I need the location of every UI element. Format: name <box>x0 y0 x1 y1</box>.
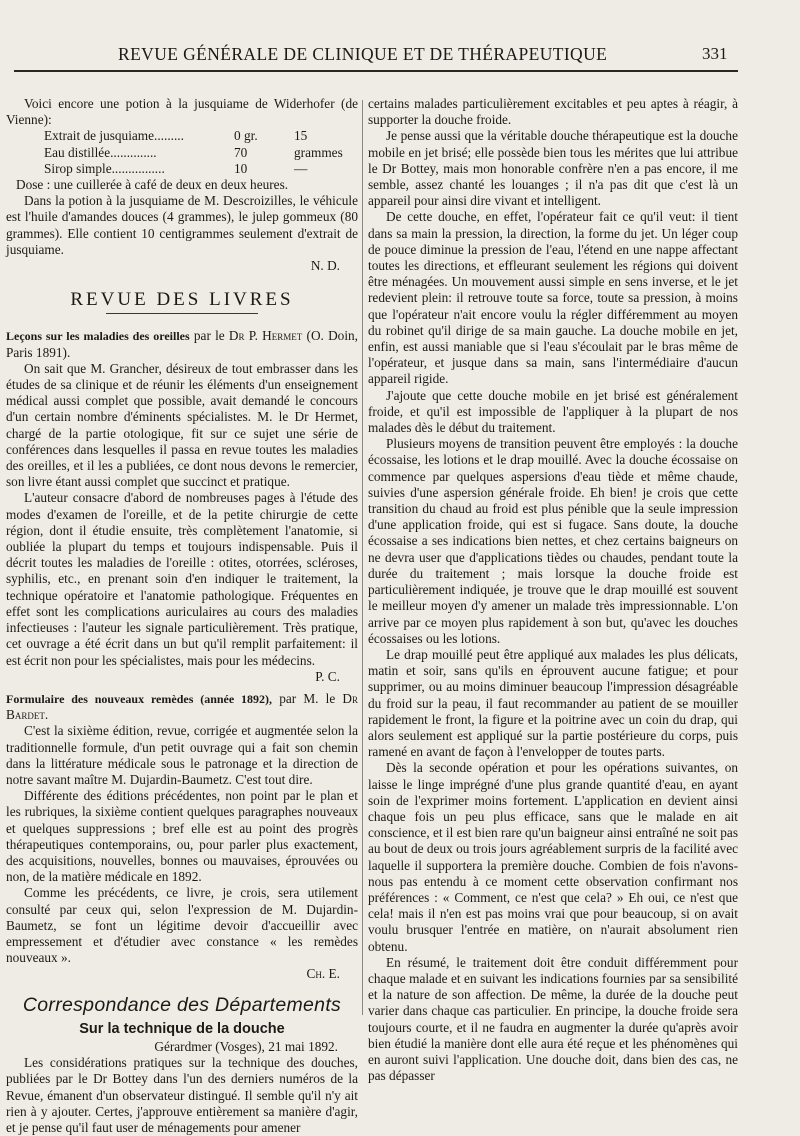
recipe-quantity: 70 <box>234 144 248 160</box>
review-signature: Ch. E. <box>306 966 340 982</box>
book-author: Dr Bardet. <box>6 690 358 723</box>
review-signature: P. C. <box>315 668 340 684</box>
recipe-ingredient: Sirop simple................ <box>44 160 165 176</box>
dose-line: Dose : une cuillerée à café de deux en deux heures. <box>16 177 289 193</box>
recipe-row <box>44 145 358 161</box>
book-review-paragraph: L'auteur consacre d'abord de nombreuses pages à l'étude des modes d'examen de l'oreille, et de la petite chirurgie de cette région, dont il étudie ensuite, très complètement l'anatomie, si oubliée la plupart du temps et toujours indispensable. Puis il décrit toutes les maladies de l'oreille : otites, otorrées, scléroses, syphilis, etc., en prenant soin d'en indiquer le traitement, la technique opératoire et l'anatomie pathologique. Fréquentes en effet sont les complications auriculaires au cours des maladies infectieuses : l'auteur les signale particulièrement. Très pratique, cet ouvrage a été écrit dans un but qu'il remplit parfaitement: il est écrit non pour les spécialistes, mais pour les médecins. <box>6 490 358 668</box>
article-dateline: Gérardmer (Vosges), 21 mai 1892. <box>154 1038 338 1054</box>
book-by: par le <box>193 328 225 344</box>
recipe-ingredient: Eau distillée.............. <box>44 144 157 160</box>
article-paragraph: Plusieurs moyens de transition peuvent être employés : la douche écossaise, les lotions et le drap mouillé. Avec la douche écossaise on commence par quelques aspersions d'eau tiède et même chaude, suivies d'une aspersion générale froide. Eh bien! je crois que cette transition du chaud au froid est plus pénible que la seule impression d'une application froide, qui est si fugace. Sans doute, la douche écossaise a ses indications bien nettes, et chez certains baigneurs on ne devra user que d'applications tièdes ou chaudes, pendant toute la durée du traitement ; mais lorsque la douche froide est particulièrement indiquée, je trouve que le drap mouillé est souvent le meilleur moyen d'y amener un malade très impressionnable. L'on arrive par ce moyen plus rapidement à son but, qu'avec les douches écossaises ou les lotions. <box>368 436 738 646</box>
recipe-quantity: 10 <box>234 160 248 176</box>
header-rule <box>14 70 738 72</box>
book-entry-header <box>6 691 358 723</box>
page-number: 331 <box>702 44 728 63</box>
recipe-ingredient: Extrait de jusquiame......... <box>44 128 184 144</box>
column-divider <box>362 100 363 1015</box>
right-column <box>368 96 738 1084</box>
book-author: Dr P. Hermet <box>228 328 303 344</box>
article-paragraph: certains malades particulièrement excitables et peu aptes à réagir, à supporter la douche froide. <box>368 96 738 128</box>
recipe-row <box>44 128 358 144</box>
book-title: Formulaire des nouveaux remèdes (année 1892), <box>6 691 273 706</box>
book-title: Leçons sur les maladies des oreilles <box>6 329 190 344</box>
recipe-row <box>44 161 358 177</box>
potion-intro: Voici encore une potion à la jusquiame de Widerhofer (de Vienne): <box>6 96 358 128</box>
running-header <box>0 40 800 70</box>
section-heading: REVUE DES LIVRES <box>6 292 358 314</box>
potion-signature: N. D. <box>310 258 340 274</box>
article-paragraph: De cette douche, en effet, l'opérateur fait ce qu'il veut: il tient dans sa main la pression, la direction, la forme du jet. Un léger coup de pouce diminue la pression de l'eau, l'étend en une nappe affectant toutes les directions, et effleurant seulement les régions qui doivent être ménagées. Un mouvement aussi simple en sens inverse, et le jet redevient plein: il retrouve toute sa force, toute sa pression, à moins que l'opérateur n'ait encore voulu la régler différemment au moyen du robinet qu'il dirige de sa main gauche. La douche mobile en jet, enfin, est aussi maniable que si l'eau s'écoulait par le bras même de l'opérateur, et jusque dans sa main, sans l'intermédiaire d'aucun appareil rigide. <box>368 209 738 387</box>
potion-paragraph: Dans la potion à la jusquiame de M. Descroizilles, le véhicule est l'huile d'amandes douces (4 grammes), le julep gommeux (80 grammes). Elle contient 10 centigrammes seulement d'extrait de jusquiame. <box>6 193 358 257</box>
article-paragraph: Je pense aussi que la véritable douche thérapeutique est la douche mobile en jet brisé; elle possède bien tous les mérites que lui attribue le Dr Bottey, mais mon honorable confrère n'en a pas encore, il me semble, assez chanté les louanges ; il n'a pas dit que c'est là un appareil pour ainsi dire vivant et intelligent. <box>368 128 738 209</box>
correspondence-heading: Correspondance des Départements <box>22 993 342 1016</box>
book-publisher: (O. Doin, Paris 1891). <box>6 328 359 360</box>
left-column <box>6 96 359 1135</box>
recipe-unit: grammes <box>294 144 343 160</box>
book-by: par M. le <box>279 690 336 706</box>
recipe-unit: 15 <box>294 128 308 144</box>
book-entry-header <box>6 328 358 360</box>
recipe-unit: — <box>294 160 308 176</box>
article-paragraph: Les considérations pratiques sur la technique des douches, publiées par le Dr Bottey dans l'un des derniers numéros de la Revue, émanent d'un observateur distingué. Il semble qu'il n'y ait rien à y ajouter. Certes, j'approuve entièrement sa manière d'agir, et je pense qu'il faut user de ménagements pour amener <box>6 1055 358 1135</box>
article-paragraph: Le drap mouillé peut être appliqué aux malades les plus délicats, matin et soir, sans qu'ils en éprouvent aucune fatigue; et pour supprimer, ou au moins diminuer beaucoup l'impression désagréable du froid sur la peau, il faut recommander au patient de se mouiller rapidement le front, la figure et la poitrine avec un coin du drap, qui alors seulement est appliqué sur la partie postérieure du corps, puis ramené en avant de façon à l'envelopper de toutes parts. <box>368 646 738 760</box>
article-paragraph: J'ajoute que cette douche mobile en jet brisé est généralement froide, et qu'il est impossible de l'appliquer à la plupart de nos malades dès le début du traitement. <box>368 387 738 436</box>
book-review-paragraph: On sait que M. Grancher, désireux de tout embrasser dans les études de sa clinique et de réunir les éléments d'un enseignement médical aussi complet que possible, avait demandé le concours d'un certain nombre d'éminents spécialistes. M. le Dr Hermet, chargé de la partie otologique, fit sur ce sujet une série de conférences dans lesquelles il passa en revue toutes les maladies des oreilles, et il les a publiées, ce dont nous devons le remercier, son livre étant aussi complet que succinct et pratique. <box>6 360 358 490</box>
article-title: Sur la technique de la douche <box>79 1020 285 1037</box>
article-paragraph: Dès la seconde opération et pour les opérations suivantes, on laisse le linge imprégné d'une plus grande quantité d'eau, en ayant soin de l'exprimer moins fortement. L'application en devient ainsi chaque fois un peu plus efficace, sans que le malade en ait conscience, et il est bien rare qu'un baigneur ainsi entraîné ne soit pas au bout de deux ou trois jours agréablement surpris de la facilité avec laquelle il supportera la première douche. Combien de fois n'avons-nous pas entendu à ce moment cette observation confirmant nos préférences : « Comment, ce n'est que cela? » Eh oui, ce n'est que cela! mais il n'en est pas moins vrai que pour beaucoup, si on avait voulu brusquer l'entrée en matière, on n'aurait absolument rien obtenu. <box>368 760 738 954</box>
book-review-paragraph: C'est la sixième édition, revue, corrigée et augmentée selon la traditionnelle formule, d'un petit ouvrage qui a fait son chemin dans la littérature médicale sous le patronage et la direction de notre savant maître M. Dujardin-Baumetz. C'est tout dire. <box>6 723 358 787</box>
book-review-paragraph: Différente des éditions précédentes, non point par le plan et les rubriques, la sixième contient quelques paragraphes nouveaux et quelques suppressions ; bref elle est au point des progrès thérapeutiques contemporains, ou, pour parler plus exactement, des acquisitions, nouvelles, bonnes ou mauvaises, éprouvées ou non, de la matière médicale en 1892. <box>6 788 358 885</box>
journal-title: REVUE GÉNÉRALE DE CLINIQUE ET DE THÉRAPEUTIQUE <box>118 44 608 64</box>
recipe-list <box>44 128 358 177</box>
article-paragraph: En résumé, le traitement doit être conduit différemment pour chaque malade et en suivant les indications fournies par sa sensibilité et la nature de son affection. De même, la durée de la douche peut varier dans chaque cas particulier. En principe, la douche froide sera toujours courte, et il ne faudra en augmenter la durée qu'après avoir bien étudié la manière dont elle aura été reçue et les phénomènes qui en auront suivi l'application. Une douche doit, dans bien des cas, ne pas dépasser <box>368 954 738 1084</box>
recipe-quantity: 0 gr. <box>234 128 258 144</box>
book-review-paragraph: Comme les précédents, ce livre, je crois, sera utilement consulté par ceux qui, selon l'expression de M. Dujardin-Baumetz, se font un légitime devoir d'accueillir avec empressement et d'étudier avec constance « les remèdes nouveaux ». <box>6 885 358 966</box>
